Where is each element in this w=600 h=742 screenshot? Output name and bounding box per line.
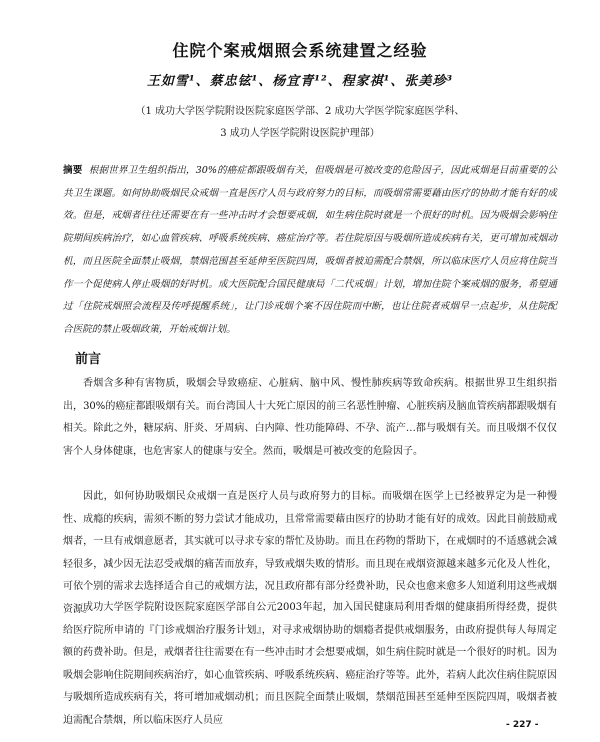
section-heading: 前言 bbox=[75, 352, 102, 367]
abstract-label: 摘要 bbox=[63, 165, 83, 176]
abstract-text: 根据世界卫生组织指出，30%的癌症都跟吸烟有关，但吸烟是可被改变的危险因子，因此戒烟是目前重要的公共卫生课题。如何协助吸烟民众戒烟一直是医疗人员与政府努力的目标，而吸烟常需要藉由医疗的协助才能有好的成效。但是，戒烟者往往还需要在有一些冲击时才会想要戒烟，如生病住院时就是一个很好的时机。因为吸烟会影响住院期间疾病治疗，如心血管疾病、呼吸系统疾病、癌症治疗等。若住院原因与吸烟所造成疾病有关，更可增加戒烟动机，而且医院全面禁止吸烟，禁烟范围甚至延伸至医院四周，吸烟者被迫需配合禁烟，所以临床医疗人员应将住院当作一个促使病人停止吸烟的好时机。成大医院配合国民健康局「二代戒烟」计划，增加住院个案戒烟的服务，希望通过「住院戒烟照会流程及传呼提醒系统」，让门诊戒烟个案不因住院而中断，也让住院者戒烟早一点起步，从住院配合医院的禁止吸烟政策，开始戒烟计划。 bbox=[63, 165, 557, 335]
affiliation-line-2: 3 成功人学医学院附设医院护理部） bbox=[220, 128, 380, 139]
paper-title: 住院个案戒烟照会系统建置之经验 bbox=[172, 41, 428, 60]
author-list: 王如雪¹、蔡忠铉¹、杨宜青¹²、程家祺¹、张美珍³ bbox=[146, 74, 454, 89]
abstract bbox=[63, 160, 557, 342]
affiliation-line-1: （1 成功大学医学院附设医院家庭医学部、2 成功大学医学院家庭医学科、 bbox=[135, 106, 465, 117]
page-number: - 227 - bbox=[506, 720, 539, 730]
body-paragraph-3: 成功大学医学院附设医院家庭医学部自公元2003年起，加入国民健康局利用香烟的健康捐所得经费，提供给医疗院所申请的『门诊戒烟治疗服务计划』，对寻求戒烟协助的烟瘾者提供戒烟服务，由政府提供每人每周定额的药费补助。但是，戒烟者往往需要在有一些冲击时才会想要戒烟，如生病住院时就是一个很好的时机。因为吸烟会影响住院期间疾病治疗，如心血管疾病、呼吸系统疾病、癌症治疗等等。此外，若病人此次住病住院原因与吸烟所造成疾病有关，将可增加戒烟动机；而且医院全面禁止吸烟，禁烟范围甚至延伸至医院四周，吸烟者被迫需配合禁烟，所以临床医疗人员应 bbox=[63, 602, 557, 726]
body-paragraph-1: 香烟含多种有害物质，吸烟会导致癌症、心脏病、脑中风、慢性肺疾病等致命疾病。根据世界卫生组织指出，30%的癌症都跟吸烟有关。而台湾国人十大死亡原因的前三名恶性肿瘤、心脏疾病及脑血管疾病都跟吸烟有相关。除此之外，糖尿病、肝炎、牙周病、白内障、性功能障碍、不孕、流产…都与吸烟有关。而且吸烟不仅仅害个人身体健康，也危害家人的健康与安全。然而，吸烟是可被改变的危险因子。 bbox=[63, 378, 557, 457]
body-paragraph-2: 因此，如何协助吸烟民众戒烟一直是医疗人员与政府努力的目标。而吸烟在医学上已经被界定为是一种慢性、成瘾的疾病，需须不断的努力尝试才能成功，且常常需要藉由医疗的协助才能有好的成效。因此目前鼓励戒烟者，一旦有戒烟意愿者，其实就可以寻求专家的帮忙及协助。而且在药物的帮助下，在戒烟时的不适感就会减轻很多，减少因无法忍受戒烟的痛苦而放弃，导致戒烟失败的情形。而且现在戒烟资源越来越多元化及人性化，可依个别的需求去选择适合自己的戒烟方法，况且政府都有部分经费补助，民众也愈来愈多人知道利用这些戒烟资源。 bbox=[63, 491, 557, 615]
